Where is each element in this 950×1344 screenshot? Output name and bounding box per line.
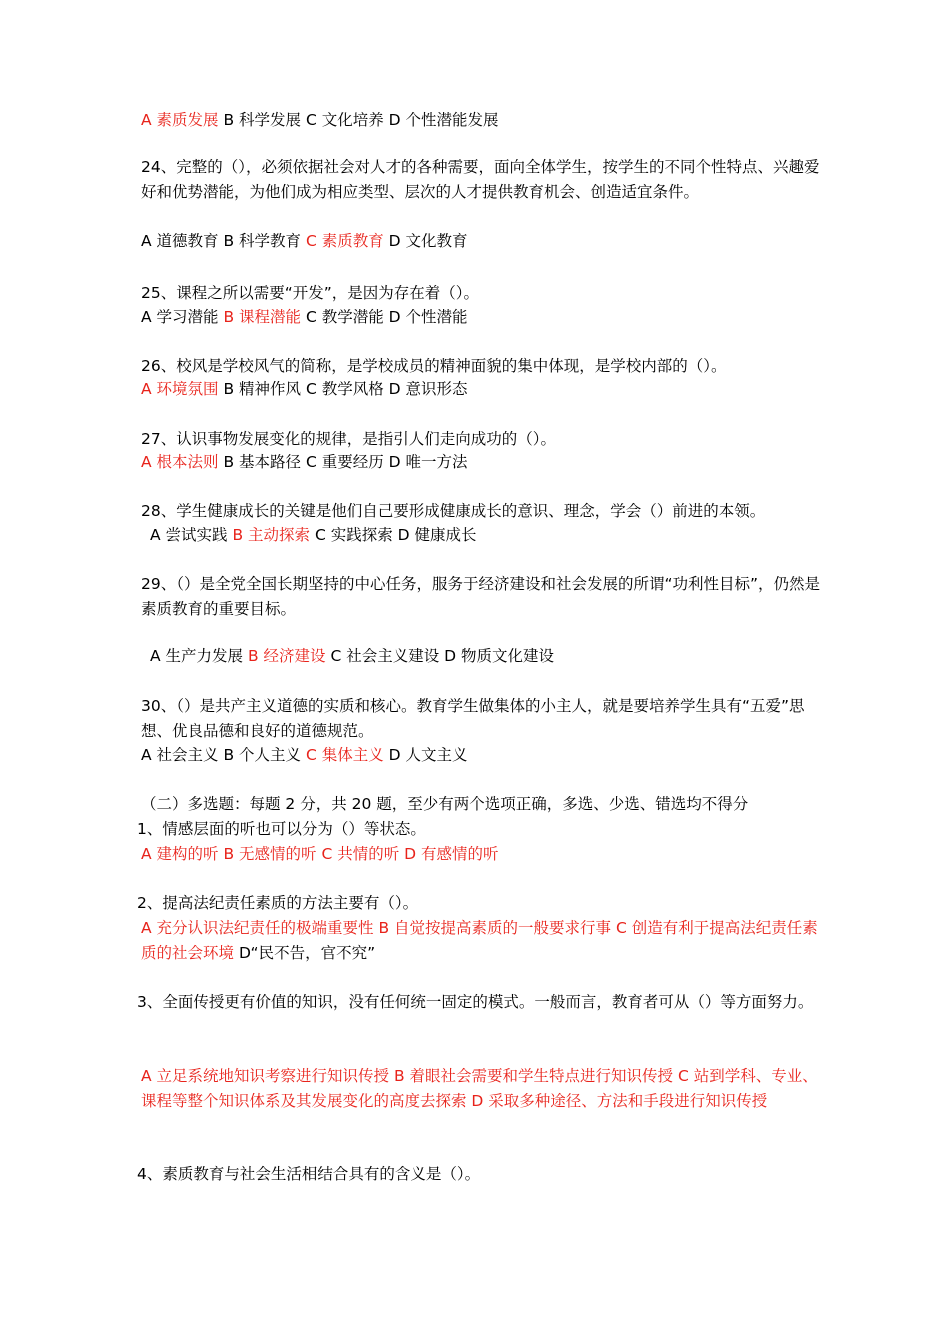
q26-options: A 环境氛围 B 精神作风 C 教学风格 D 意识形态 — [141, 380, 468, 398]
q29-answer: B 经济建设 — [247, 647, 326, 665]
q27-stem: 27、认识事物发展变化的规律，是指引人们走向成功的（）。 — [141, 430, 556, 448]
q23-other-options: B 科学发展 C 文化培养 D 个性潜能发展 — [218, 111, 499, 129]
m2-answer: A 充分认识法纪责任的极端重要性 B 自觉按提高素质的一般要求行事 C 创造有利于提高法纪责任素质的社会环境 — [141, 919, 818, 962]
q28-stem: 28、学生健康成长的关键是他们自己要形成健康成长的意识、理念，学会（）前进的本领。 — [141, 502, 766, 520]
m1-stem: 1、情感层面的听也可以分为（）等状态。 — [137, 820, 426, 838]
q24-answer: C 素质教育 — [305, 232, 384, 250]
q26-stem: 26、校风是学校风气的简称，是学校成员的精神面貌的集中体现，是学校内部的（）。 — [141, 357, 727, 375]
q24-stem: 24、完整的（），必须依据社会对人才的各种需要，面向全体学生，按学生的不同个性特点、兴趣爱好和优势潜能，为他们成为相应类型、层次的人才提供教育机会、创造适宜条件。 — [141, 158, 820, 201]
m1-options — [141, 842, 831, 867]
m3-answer: A 立足系统地知识考察进行知识传授 B 着眼社会需要和学生特点进行知识传授 C 站到学科、专业、课程等整个知识体系及其发展变化的高度去探索 D 采取多种途径、方法和手段进行知识传授 — [141, 1067, 818, 1110]
q29-options: A 生产力发展 B 经济建设 C 社会主义建设 D 物质文化建设 — [150, 647, 554, 665]
m3-options — [141, 1064, 831, 1113]
q30-options: A 社会主义 B 个人主义 C 集体主义 D 人文主义 — [141, 746, 468, 764]
q23-options — [141, 108, 831, 133]
q29-stem: 29、（）是全党全国长期坚持的中心任务，服务于经济建设和社会发展的所谓“功利性目标”，仍然是素质教育的重要目标。 — [141, 575, 821, 618]
q30-answer: C 集体主义 — [305, 746, 384, 764]
q27-answer: A 根本法则 — [141, 453, 219, 471]
m1-answer: A 建构的听 B 无感情的听 C 共情的听 D 有感情的听 — [141, 845, 499, 863]
q25-answer: B 课程潜能 — [223, 308, 302, 326]
m2-options: A 充分认识法纪责任的极端重要性 B 自觉按提高素质的一般要求行事 C 创造有利于提高法纪责任素质的社会环境 D“民不告，官不究” — [141, 919, 818, 962]
q30-stem: 30、（）是共产主义道德的实质和核心。教育学生做集体的小主人，就是要培养学生具有“五爱”思想、优良品德和良好的道德规范。 — [141, 697, 805, 740]
q27-options: A 根本法则 B 基本路径 C 重要经历 D 唯一方法 — [141, 453, 468, 471]
m3-stem: 3、全面传授更有价值的知识，没有任何统一固定的模式。一般而言，教育者可从（）等方面努力。 — [137, 993, 814, 1011]
q24-options: A 道德教育 B 科学教育 C 素质教育 D 文化教育 — [141, 232, 468, 250]
q26-answer: A 环境氛围 — [141, 380, 219, 398]
section-heading-multiple-choice: （二）多选题：每题 2 分，共 20 题，至少有两个选项正确，多选、少选、错选均不得分 — [141, 795, 749, 813]
q28-answer: B 主动探索 — [232, 526, 311, 544]
q28-options: A 尝试实践 B 主动探索 C 实践探索 D 健康成长 — [150, 526, 477, 544]
m2-stem: 2、提高法纪责任素质的方法主要有（）。 — [137, 894, 419, 912]
q25-stem: 25、课程之所以需要“开发”，是因为存在着（）。 — [141, 284, 480, 302]
m4-stem: 4、素质教育与社会生活相结合具有的含义是（）。 — [137, 1165, 481, 1183]
q25-options: A 学习潜能 B 课程潜能 C 教学潜能 D 个性潜能 — [141, 308, 468, 326]
q23-answer: A 素质发展 — [141, 111, 219, 129]
